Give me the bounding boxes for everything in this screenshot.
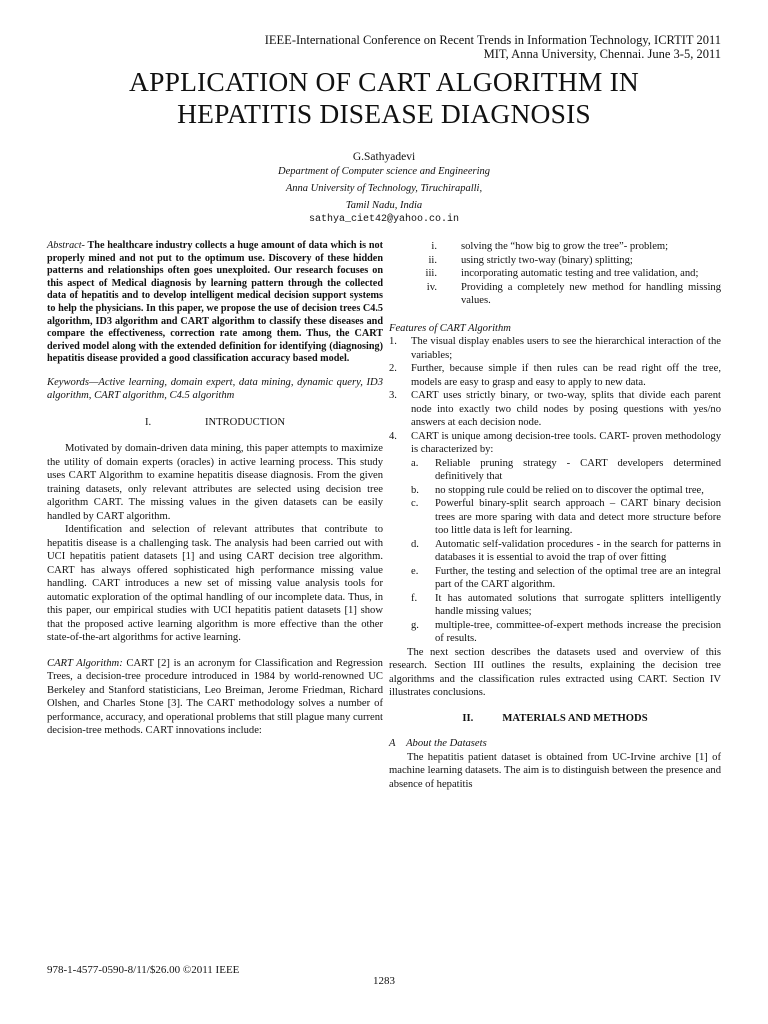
section-number: II.: [462, 712, 474, 724]
innovation-item: [389, 254, 721, 268]
section-title: INTRODUCTION: [204, 416, 286, 428]
section-heading-introduction: [47, 416, 383, 430]
subfeature-item: [411, 565, 721, 592]
subfeatures-list: [389, 457, 721, 646]
author-location: Tamil Nadu, India: [345, 200, 423, 211]
datasets-paragraph: The hepatitis patient dataset is obtained from UC-Irvine archive [1] of machine learning datasets. The aim is to distinguish between the presence and absence of hepatitis: [389, 751, 721, 790]
section-title: MATERIALS AND METHODS: [502, 712, 648, 724]
author-email[interactable]: sathya_ciet42@yahoo.co.in: [308, 214, 460, 225]
feature-item-text: CART is unique among decision-tree tools. CART- proven methodology is characterized by:: [411, 430, 721, 455]
cart-algorithm-label: CART Algorithm:: [47, 657, 123, 669]
innovation-item-text: solving the “how big to grow the tree”- problem;: [461, 241, 669, 252]
subfeature-item: [411, 484, 721, 498]
feature-item-text: CART uses strictly binary, or two-way, splits that divide each parent node into exactly two child nodes by posing questions with yes/no answers at each decision node.: [411, 390, 721, 428]
subfeature-item-marker: d.: [411, 538, 419, 550]
left-column: [47, 240, 383, 738]
subfeature-item-text: Further, the testing and selection of the optimal tree are an integral part of the CART algorithm.: [435, 565, 721, 590]
innovation-item-text: Providing a completely new method for handling missing values.: [461, 281, 721, 306]
feature-item-text: Further, because simple if then rules can be read right off the tree, models are easy to grasp and easy to apply to new data.: [411, 363, 721, 388]
subfeature-item: [411, 457, 721, 484]
feature-item: [389, 362, 721, 389]
paper-title-line2: HEPATITIS DISEASE DIAGNOSIS: [177, 98, 591, 129]
subfeature-item: [411, 497, 721, 538]
subfeature-item-marker: g.: [411, 619, 419, 631]
copyright-footer: 978-1-4577-0590-8/11/$26.00 ©2011 IEEE: [47, 964, 240, 976]
innovation-item-marker: iii.: [425, 268, 437, 279]
innovation-item-marker: ii.: [428, 254, 437, 266]
feature-item: [389, 430, 721, 457]
subfeature-item-text: Powerful binary-split search approach – CART binary decision trees are more sparing with data and detect more structure before too little data is left for learning.: [435, 498, 721, 536]
subfeature-item-text: Reliable pruning strategy - CART developers determined definitively that: [435, 457, 721, 482]
overview-paragraph: The next section describes the datasets used and overview of this research. Section III outlines the results, explaining the decision tree algorithms and the classification rules extracted using CART. Section IV illustrates conclusions.: [389, 646, 721, 698]
subfeature-item-marker: b.: [411, 484, 419, 496]
subfeature-item: [411, 592, 721, 619]
page-number: 1283: [373, 975, 395, 987]
subfeature-item-marker: a.: [411, 457, 419, 469]
innovation-item-text: incorporating automatic testing and tree validation, and;: [461, 268, 699, 279]
feature-item: [389, 335, 721, 362]
feature-item-marker: 2.: [389, 363, 397, 374]
features-list: [389, 335, 721, 457]
innovation-item-marker: i.: [431, 241, 437, 252]
intro-paragraph-2: Identification and selection of relevant attributes that contribute to hepatitis disease is a challenging task. The analysis had been carried out with UCI hepatitis patient datasets [1] and using CART decision tree algorithm. CART has always offered sophisticated high performance missing value handling. CART introduces a new set of missing value analysis tools for automatic exploration of the optimal handling of our incomplete data. Thus, in this paper, our empirical studies with UCI hepatitis patient datasets [1] show that the proposed active learning algorithm is more effective than the other state-of-the-art algorithms for active learning.: [47, 524, 383, 644]
author-department: Department of Computer science and Engineering: [278, 166, 490, 177]
subsection-heading-datasets: [389, 737, 721, 751]
innovation-item-marker: iv.: [426, 281, 437, 293]
abstract-label: Abstract-: [47, 240, 85, 251]
subfeature-item-text: no stopping rule could be relied on to discover the optimal tree,: [435, 484, 704, 496]
abstract: [47, 240, 383, 366]
conference-header-line1: IEEE-International Conference on Recent Trends in Information Technology, ICRTIT 2011: [264, 33, 721, 47]
paper-title-line1: APPLICATION OF CART ALGORITHM IN: [129, 66, 639, 97]
feature-item-marker: 4.: [389, 430, 397, 442]
subfeature-item-marker: f.: [411, 592, 418, 604]
feature-item: [389, 389, 721, 430]
paper-title: [0, 66, 768, 130]
author-university: Anna University of Technology, Tiruchirapalli,: [285, 183, 483, 194]
subfeature-item-text: multiple-tree, committee-of-expert methods increase the precision of results.: [435, 619, 721, 644]
section-heading-materials-methods: [389, 712, 721, 726]
feature-item-text: The visual display enables users to see the hierarchical interaction of the variables;: [411, 336, 721, 361]
subfeature-item-text: Automatic self-validation procedures - in the search for patterns in databases it is essential to avoid the trap of over fitting: [435, 538, 721, 563]
innovation-item: [389, 267, 721, 281]
conference-header-line2: MIT, Anna University, Chennai. June 3-5, 2011: [483, 47, 721, 61]
keywords: Keywords—Active learning, domain expert, data mining, dynamic query, ID3 algorithm, CART algorithm, C4.5 algorithm: [47, 376, 383, 402]
innovation-item: [389, 240, 721, 254]
features-heading: Features of CART Algorithm: [389, 322, 511, 334]
subfeature-item: [411, 619, 721, 646]
cart-algorithm-paragraph: [47, 657, 383, 738]
intro-paragraph-1: Motivated by domain-driven data mining, this paper attempts to maximize the utility of domain experts (oracles) in active learning process. This study uses CART Algorithm to examine hepatitis disease diagnosis. From the given training datasets, only relevant attributes are selected using decision tree algorithm CART. The missing values in the given datasets can be easily handled by CART algorithm.: [47, 443, 383, 522]
subfeature-item-marker: c.: [411, 498, 419, 509]
section-number: I.: [144, 416, 152, 428]
cart-algorithm-text: CART [2] is an acronym for Classification and Regression Trees, a decision-tree procedure introduced in 1984 by world-renowned UC Berkeley and Stanford statisticians, Leo Breiman, Jerome Friedman, Richard Olshen, and Charles Stone [3]. The CART methodology solves a number of performance, accuracy, and operational problems that still plague many current decision-tree methods. CART innovations include:: [47, 657, 383, 737]
subfeature-item: [411, 538, 721, 565]
innovation-item: [389, 281, 721, 308]
author-name: G.Sathyadevi: [352, 151, 416, 163]
feature-item-marker: 1.: [389, 336, 397, 347]
innovation-item-text: using strictly two-way (binary) splitting;: [461, 254, 633, 266]
subsection-title: About the Datasets: [406, 738, 487, 749]
subsection-number: A: [389, 738, 396, 749]
right-column: [389, 240, 721, 791]
innovations-list: [389, 240, 721, 308]
subfeature-item-text: It has automated solutions that surrogate splitters intelligently handle missing values;: [435, 592, 721, 617]
subfeature-item-marker: e.: [411, 565, 419, 577]
abstract-text: The healthcare industry collects a huge amount of data which is not properly mined and not put to the optimum use. Discovery of these hidden patterns and relationships often goes unexploited. Our research focuses on this aspect of Medical diagnosis by learning pattern through the collected data of hepatitis and to develop intelligent medical decision support systems to help the physicians. In this paper, we propose the use of decision trees C4.5 algorithm, ID3 algorithm and CART algorithm to classify these diseases and compare the effectiveness, correction rate among them. Thus, the CART derived model along with the extended definition for identifying (diagnosing) hepatitis disease provided a good classification accuracy based model.: [47, 240, 383, 365]
feature-item-marker: 3.: [389, 390, 397, 401]
